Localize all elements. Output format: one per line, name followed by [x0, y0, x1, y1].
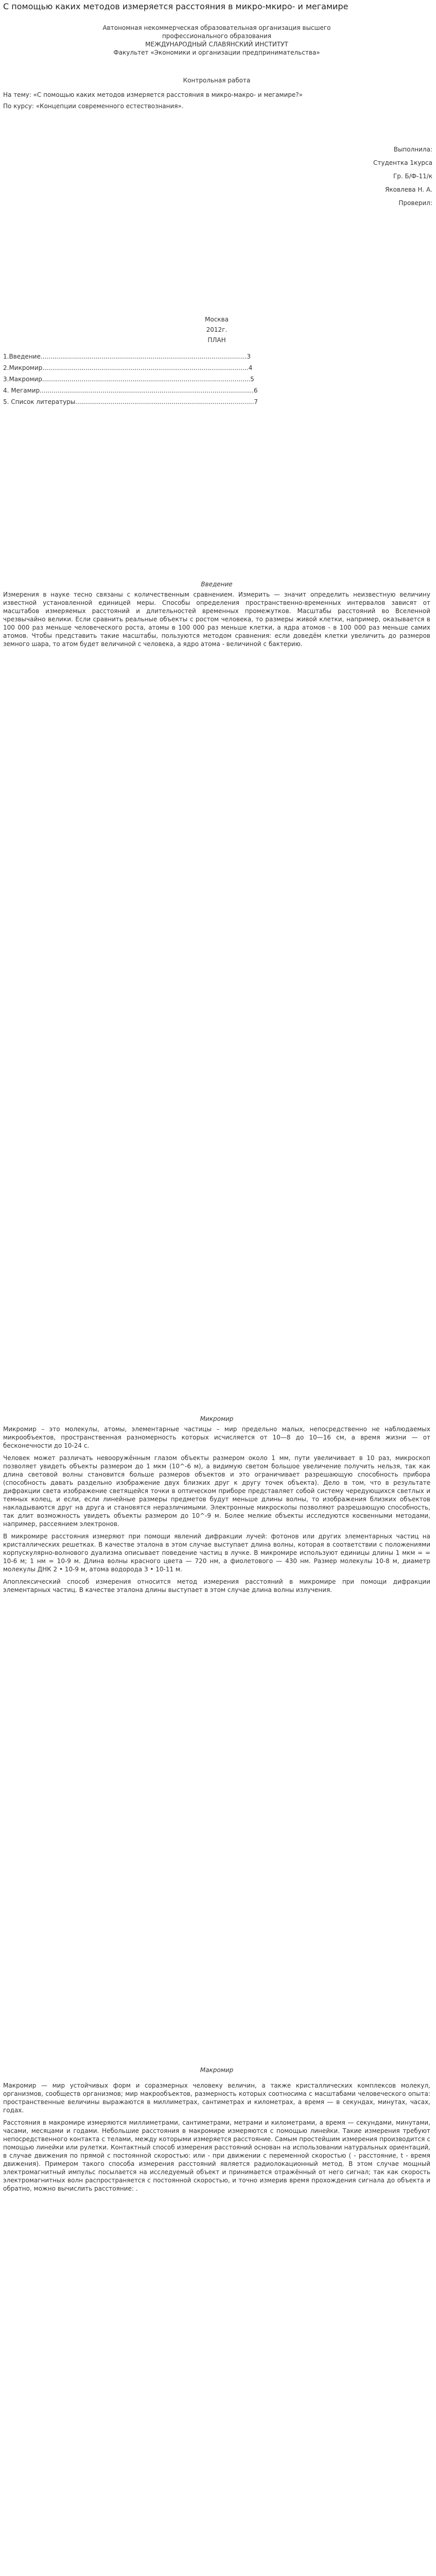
- toc-item: 3.Макромир..........................................................................................................5: [3, 376, 254, 383]
- year: 2012г.: [206, 326, 228, 333]
- work-info: [3, 91, 430, 110]
- institution-line: профессионального образования: [162, 32, 272, 40]
- institution-header: [3, 24, 430, 57]
- micro-paragraph: Апоплексический способ измерения относится метод измерения расстояний в микромире при помощи дифракции элементарных частиц. В качестве эталона длины выступает в этом случае длина волны излучения.: [3, 1578, 430, 1594]
- institution-line: Автономная некоммерческая образовательная организация высшего: [102, 24, 331, 31]
- institution-name: МЕЖДУНАРОДНЫЙ СЛАВЯНСКИЙ ИНСТИТУТ: [145, 41, 288, 48]
- work-type: [3, 76, 430, 84]
- toc-item: 2.Микромир.........................................................................................................4: [3, 364, 253, 371]
- signature-line: Гр. Б/Ф-11/к: [393, 173, 432, 180]
- intro-section: [3, 590, 430, 648]
- signature-block: [3, 145, 432, 212]
- toc-item: 5. Список литературы...........................................................................................7: [3, 398, 258, 405]
- signature-line: Выполнила:: [393, 146, 432, 153]
- macro-paragraph: Расстояния в макромире измеряются миллиметрами, сантиметрами, метрами и километрами, а время — секундами, минутами, часами, месяцами и годами. Небольшие расстояния в макромире измеряются с помощью линейки. Такие измерения требуют непосредственного контакта с телами, между которыми измеряется расстояние. Самым простейшим измерения производится с помощью линейки или рулетки. Контактный способ измерения расстояний основан на использовании натуральных ориентаций, в случае движения по прямой с постоянной скоростью: или - при движении с переменной скоростью ( - расстояние, t - время движения). Примером такого способа измерения расстояний является радиолокационный метод. В этом случае мощный электромагнитный импульс посылается на исследуемый объект и принимается отражённый от него сигнал; так как скорость электромагнитных волн распространяется с постоянной скоростью, и точно измерив время прохождения сигнала до объекта и обратно, можно вычислить расстояние: .: [3, 2119, 430, 2192]
- micro-section: [3, 1425, 430, 1594]
- intro-paragraph: Измерения в науке тесно связаны с количественным сравнением. Измерить — значит определить неизвестную величину известной установленной единицей меры. Способы определения пространственно-временных интервалов зависят от масштабов измеряемых расстояний и длительностей временных промежутков. Масштабы расстояний во Вселенной чрезвычайно велики. Если сравнить реальные объекты с ростом человека, то размеры живой клетки, например, оказывается в 100 000 раз меньше человеческого роста, атомы в 100 000 раз меньше клетки, а ядра атомов - в 100 000 раз меньше самих атомов. Чтобы представить такие масштабы, пользуются методом сравнения: если доведём клетки увеличить до размеров земного шара, то атом будет величиной с человека, а ядро атома - величиной с бактерию.: [3, 591, 430, 648]
- micro-paragraph: Человек может различать невооружённым глазом объекты размером около 1 мм, пути увеличивает в 10 раз, микроскоп позволяет увидеть объекты размером до 1 мкм (10^-6 м), а видимую светом большое увеличение получить нельзя, так как длина световой волны становится больше размеров объектов и это ограничивает разрешающую способность прибора (способность давать раздельно изображение двух близких друг к другу точек объекта). Дело в том, что в результате дифракции света изображение светящейся точки в оптическом приборе представляет собой систему чередующихся светлых и темных колец, и если, если линейные размеры предметов будут меньше длины волны, то изображения близких объектов накладываются друг на друга и становятся неразличимыми. Электронные микроскопы позволяют разрешающую способность, так длит возможность увидеть объекты размером до 10^-9 м. Более мелкие объекты исследуются косвенными методами, например, рассеянием электронов.: [3, 1454, 430, 1528]
- work-course: По курсу: «Концепции современного естествознания».: [3, 103, 184, 110]
- work-type-label: Контрольная работа: [183, 77, 251, 84]
- work-topic: На тему: «С помощью каких методов измеряется расстояния в микро-макро- и мегамире?»: [3, 91, 303, 98]
- toc-item: 4. Мегамир.............................................................................................................6: [3, 387, 258, 394]
- micro-paragraph: В микромире расстояния измеряют при помощи явлений дифракции лучей: фотонов или других элементарных частиц на кристаллических решетках. В качестве эталона в этом случае выступает длина волны, которая в соответствии с положениями корпускулярно-волнового дуализма описывает поведение частиц в лучке. В микромире используют единицы длины 1 мкм = = 10-6 м; 1 нм = 10-9 м. Длина волны красного цвета — 720 нм, а фиолетового — 430 нм. Размер молекулы 10-8 м, диаметр молекулы ДНК 2 • 10-9 м, атома водорода 3 • 10-11 м.: [3, 1533, 430, 1573]
- section-heading-micro: Микромир: [200, 1415, 234, 1422]
- toc-item: 1.Введение.........................................................................................................3: [3, 353, 251, 360]
- table-of-contents: [3, 352, 363, 409]
- city: Москва: [205, 316, 229, 323]
- document-title: С помощью каких методов измеряется расстояния в микро-мкиро- и мегамире: [3, 2, 348, 11]
- signature-line: Проверил:: [398, 199, 432, 207]
- section-heading-macro: Макромир: [200, 2066, 234, 2074]
- macro-paragraph: Макромир — мир устойчивых форм и соразмерных человеку величин, а также кристаллических комплексов молекул, организмов, сообществ организмов; мир макрообъектов, размерность которых соотносима с масштабами человеческого опыта: пространственные величины выражаются в миллиметрах, сантиметрах и километрах, а время — в секундах, минутах, часах, годах.: [3, 2082, 430, 2114]
- macro-section: [3, 2081, 430, 2193]
- plan-heading: ПЛАН: [207, 336, 226, 344]
- signature-line: Яковлева Н. А.: [385, 186, 432, 193]
- city-year-block: [3, 315, 430, 344]
- section-heading-intro: Введение: [201, 581, 233, 588]
- micro-paragraph: Микромир – это молекулы, атомы, элементарные частицы – мир предельно малых, непосредственно не наблюдаемых микрообъектов, пространственная разномерность которых исчисляется от 10—8 до 10—16 см, а время жизни — от бесконечности до 10-24 с.: [3, 1426, 430, 1449]
- faculty-name: Факультет «Экономики и организации предпринимательства»: [113, 49, 320, 56]
- signature-line: Студентка 1курса: [373, 159, 432, 166]
